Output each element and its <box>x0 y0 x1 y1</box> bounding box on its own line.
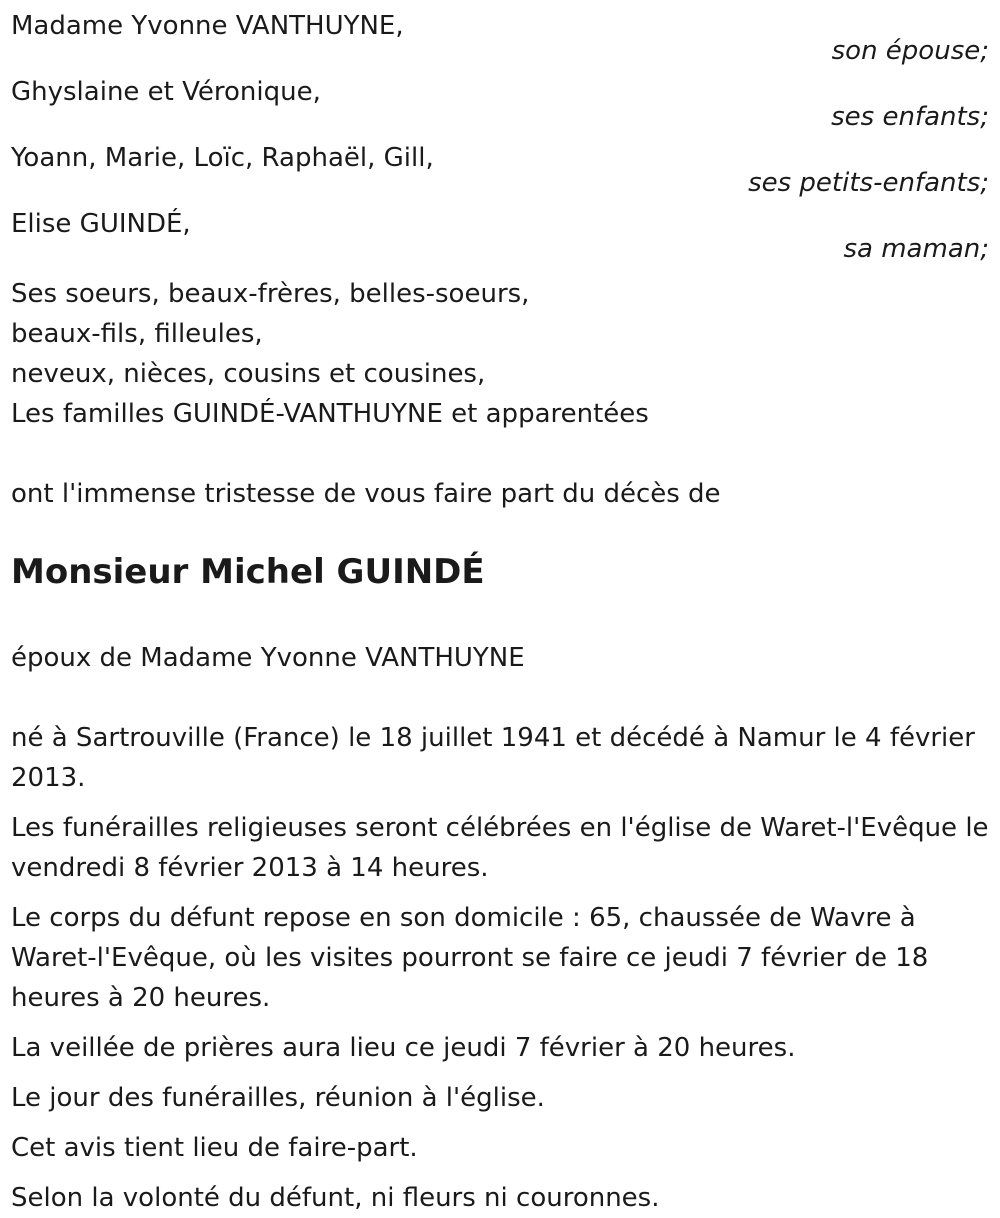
family-list <box>11 6 989 262</box>
announcement-text: ont l'immense tristesse de vous faire part du décès de <box>11 479 721 509</box>
visitation-details: Le corps du défunt repose en son domicile : 65, chaussée de Wavre à Waret-l'Evêque, où les visites pourront se faire ce jeudi 7 février de 18 heures à 20 heures. <box>11 903 929 1013</box>
notice-statement: Cet avis tient lieu de faire-part. <box>11 1133 418 1163</box>
relatives-line: Les familles GUINDÉ-VANTHUYNE et apparentées <box>11 399 649 429</box>
deceased-name: Monsieur Michel GUINDÉ <box>11 552 485 592</box>
family-member-name: Ghyslaine et Véronique, <box>11 77 321 107</box>
birth-death-details: né à Sartrouville (France) le 18 juillet 1941 et décédé à Namur le 4 février 2013. <box>11 723 975 793</box>
funeral-details: Les funérailles religieuses seront célébrées en l'église de Waret-l'Evêque le vendredi 8 février 2013 à 14 heures. <box>11 813 989 883</box>
meeting-details: Le jour des funérailles, réunion à l'église. <box>11 1083 545 1113</box>
family-member-name: Madame Yvonne VANTHUYNE, <box>11 11 404 41</box>
flowers-wish: Selon la volonté du défunt, ni fleurs ni couronnes. <box>11 1183 660 1213</box>
obituary-notice <box>11 0 989 1218</box>
family-member-role: ses petits-enfants; <box>748 168 989 198</box>
relatives-line: Ses soeurs, beaux-frères, belles-soeurs, <box>11 279 530 309</box>
relatives-line: neveux, nièces, cousins et cousines, <box>11 359 486 389</box>
family-member-role: son épouse; <box>831 36 989 66</box>
vigil-details: La veillée de prières aura lieu ce jeudi 7 février à 20 heures. <box>11 1033 796 1063</box>
family-member-name: Elise GUINDÉ, <box>11 209 191 239</box>
relatives-line: beaux-fils, filleules, <box>11 319 263 349</box>
family-member-role: ses enfants; <box>831 102 989 132</box>
family-member-role: sa maman; <box>843 234 989 264</box>
spouse-line: époux de Madame Yvonne VANTHUYNE <box>11 643 525 673</box>
family-member-name: Yoann, Marie, Loïc, Raphaël, Gill, <box>11 143 434 173</box>
other-relatives <box>11 274 989 434</box>
